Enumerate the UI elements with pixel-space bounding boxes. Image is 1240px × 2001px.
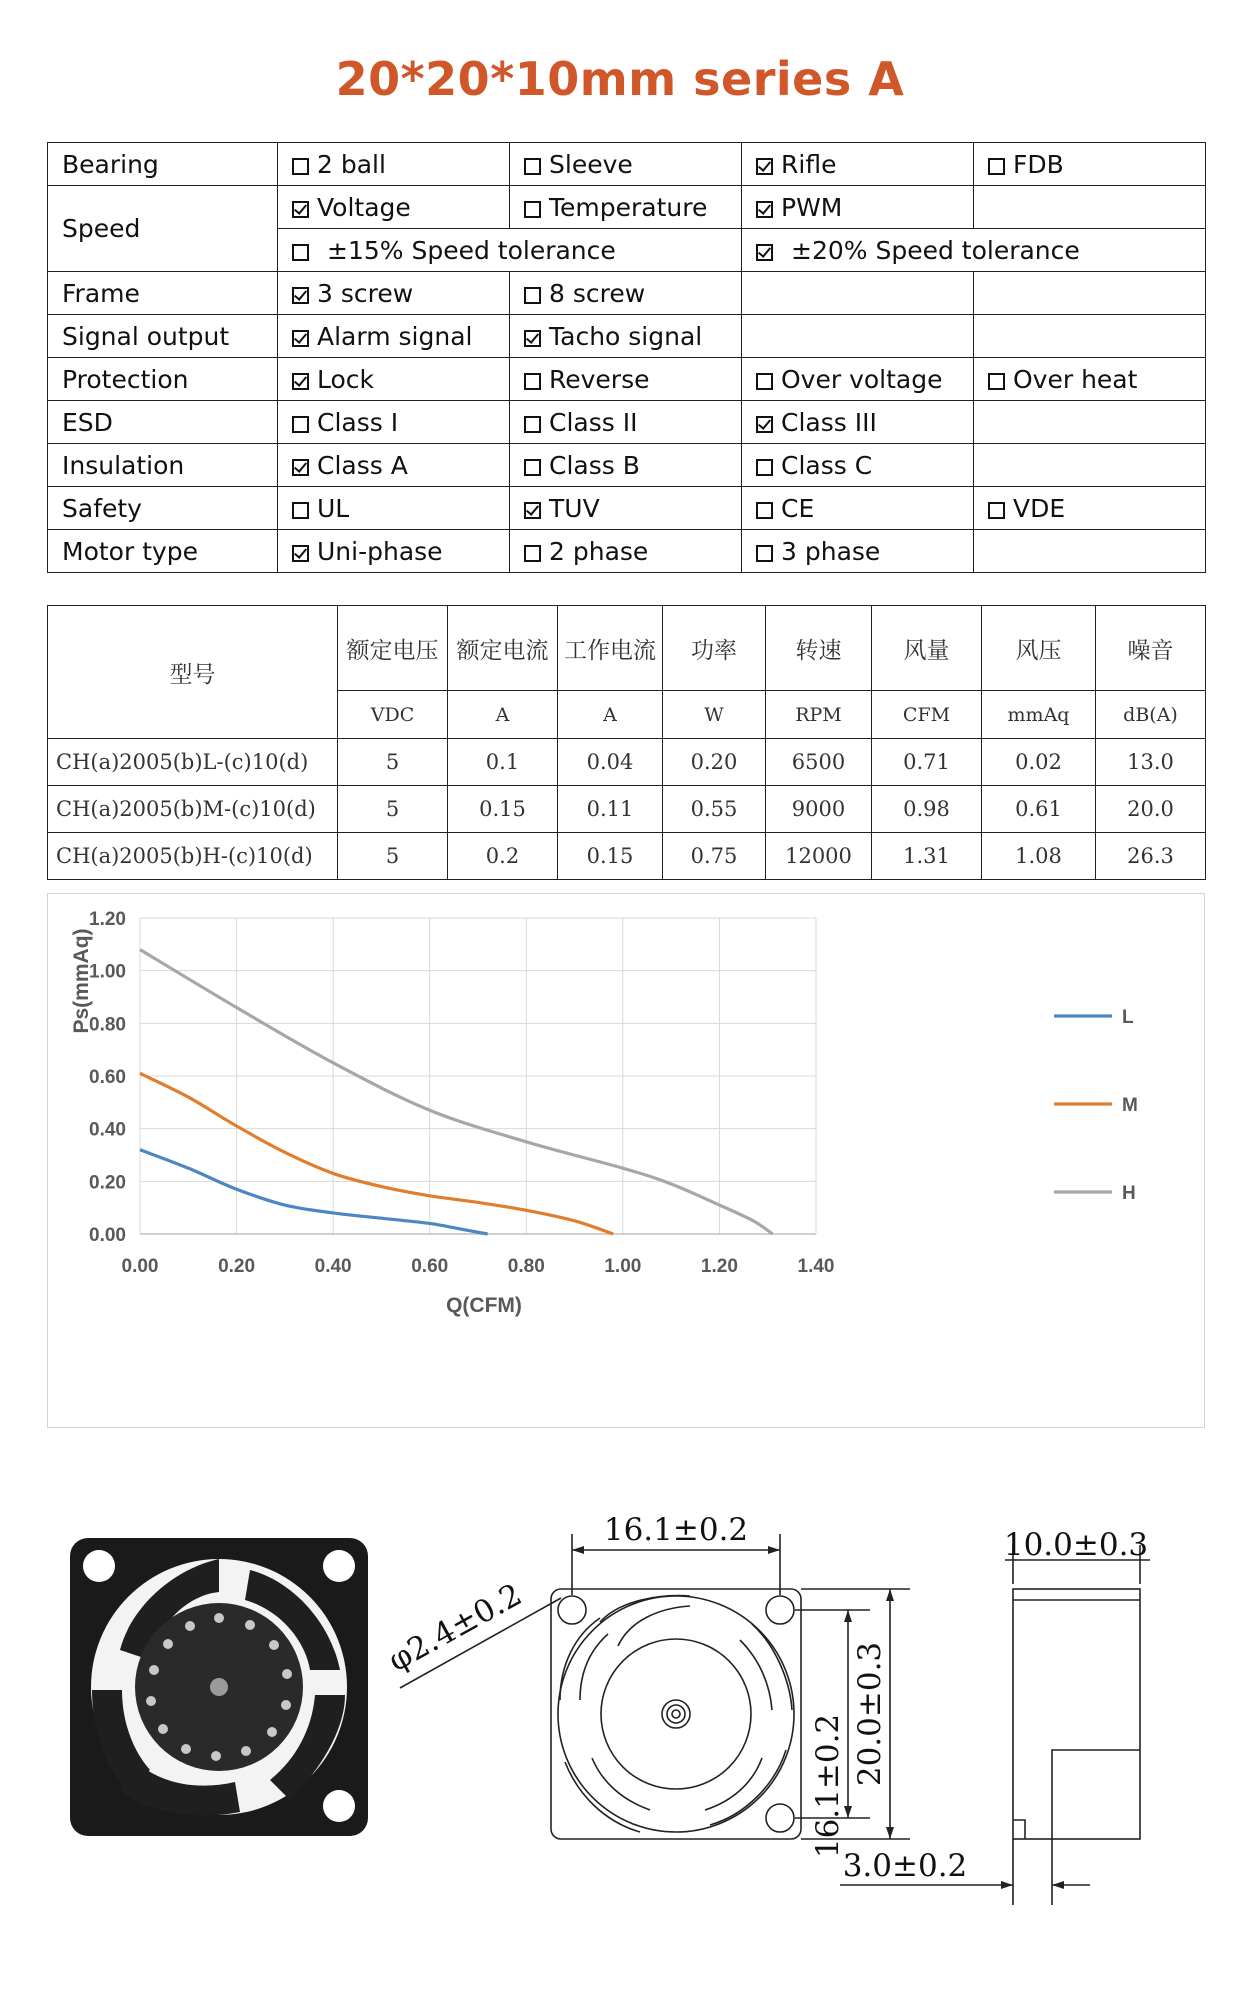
pq-chart: [47, 893, 1205, 1428]
spec-option-label: Class I: [317, 407, 399, 437]
spec-cell: [742, 401, 974, 444]
spec-label: Insulation: [48, 444, 278, 487]
spec-cell: [510, 272, 742, 315]
perf-unit: RPM: [766, 691, 872, 739]
value-cell: 0.2: [448, 833, 558, 880]
value-cell: 5: [338, 739, 448, 786]
table-row: [48, 739, 1206, 786]
value-cell: 26.3: [1096, 833, 1206, 880]
spec-cell: [510, 530, 742, 573]
table-row: [48, 786, 1206, 833]
checkbox-empty-icon: [524, 158, 541, 175]
performance-table: [47, 605, 1206, 880]
checkbox-empty-icon: [756, 373, 773, 390]
spec-row: [48, 530, 1206, 573]
checkbox-checked-icon: [756, 201, 773, 218]
value-cell: 9000: [766, 786, 872, 833]
value-cell: 12000: [766, 833, 872, 880]
spec-option-label: Class II: [549, 407, 638, 437]
dim-depth-label: 10.0±0.3: [1003, 1527, 1149, 1563]
spec-option-label: CE: [781, 493, 815, 523]
page-title: 20*20*10mm series A: [335, 52, 905, 106]
value-cell: 0.02: [982, 739, 1096, 786]
spec-cell: [974, 358, 1206, 401]
spec-option-label: Over voltage: [781, 364, 943, 394]
checkbox-empty-icon: [988, 502, 1005, 519]
perf-header: 风量: [872, 606, 982, 691]
spec-cell: [278, 444, 510, 487]
y-tick-label: 0.40: [89, 1119, 126, 1141]
spec-cell: [974, 272, 1206, 315]
spec-option-label: FDB: [1013, 149, 1064, 179]
value-cell: 0.20: [663, 739, 766, 786]
model-cell: CH(a)2005(b)L-(c)10(d): [48, 739, 338, 786]
checkbox-empty-icon: [524, 373, 541, 390]
spec-cell: [510, 143, 742, 186]
spec-cell: [510, 487, 742, 530]
spec-cell: [278, 401, 510, 444]
spec-cell: [742, 530, 974, 573]
spec-row: [48, 315, 1206, 358]
series-line-h: [140, 950, 773, 1234]
spec-cell: [742, 229, 1206, 272]
spec-option-label: Rifle: [781, 149, 837, 179]
checkbox-checked-icon: [292, 545, 309, 562]
spec-option-label: Class III: [781, 407, 877, 437]
spec-label: Safety: [48, 487, 278, 530]
dim-flange-label: 3.0±0.2: [842, 1848, 968, 1884]
dim-frame-label: 20.0±0.3: [852, 1641, 888, 1787]
table-row: [48, 833, 1206, 880]
perf-unit: W: [663, 691, 766, 739]
spec-option-label: Over heat: [1013, 364, 1138, 394]
checkbox-empty-icon: [524, 287, 541, 304]
spec-option-label: Temperature: [549, 192, 708, 222]
checkbox-empty-icon: [524, 416, 541, 433]
pq-chart-svg: [48, 894, 1206, 1429]
checkbox-checked-icon: [292, 287, 309, 304]
spec-label: ESD: [48, 401, 278, 444]
series-line-m: [140, 1073, 613, 1234]
model-cell: CH(a)2005(b)H-(c)10(d): [48, 833, 338, 880]
x-tick-label: 0.00: [121, 1256, 159, 1277]
spec-option-label: TUV: [549, 493, 600, 523]
checkbox-empty-icon: [292, 244, 309, 261]
spec-row: [48, 272, 1206, 315]
spec-option-label: Voltage: [317, 192, 411, 222]
dim-hole-label: φ2.4±0.2: [382, 1576, 528, 1679]
spec-cell: [278, 530, 510, 573]
value-cell: 0.11: [558, 786, 663, 833]
spec-row: [48, 487, 1206, 530]
value-cell: 5: [338, 786, 448, 833]
checkbox-empty-icon: [292, 158, 309, 175]
value-cell: 6500: [766, 739, 872, 786]
checkbox-checked-icon: [524, 502, 541, 519]
perf-unit: A: [448, 691, 558, 739]
series-line-l: [140, 1150, 488, 1234]
y-tick-label: 0.20: [89, 1172, 126, 1194]
spec-option-label: 2 phase: [549, 536, 649, 566]
x-tick-label: 1.20: [700, 1256, 738, 1277]
checkbox-empty-icon: [292, 416, 309, 433]
checkbox-checked-icon: [292, 373, 309, 390]
x-tick-label: 0.40: [314, 1256, 352, 1277]
spec-cell: [510, 444, 742, 487]
value-cell: 0.98: [872, 786, 982, 833]
perf-unit: dB(A): [1096, 691, 1206, 739]
spec-option-label: 8 screw: [549, 278, 646, 308]
y-tick-label: 1.00: [89, 961, 126, 983]
checkbox-checked-icon: [292, 459, 309, 476]
perf-header: 额定电流: [448, 606, 558, 691]
spec-cell: [742, 315, 974, 358]
spec-option-label: ±15% Speed tolerance: [327, 235, 616, 265]
value-cell: 0.15: [448, 786, 558, 833]
perf-unit: A: [558, 691, 663, 739]
perf-header: 功率: [663, 606, 766, 691]
value-cell: 5: [338, 833, 448, 880]
model-cell: CH(a)2005(b)M-(c)10(d): [48, 786, 338, 833]
x-tick-label: 0.60: [411, 1256, 449, 1277]
spec-cell: [510, 186, 742, 229]
y-tick-label: 0.60: [89, 1067, 126, 1088]
spec-cell: [510, 358, 742, 401]
dim-width-label: 16.1±0.2: [603, 1512, 749, 1548]
spec-cell: [742, 186, 974, 229]
spec-label: Signal output: [48, 315, 278, 358]
spec-cell: [974, 530, 1206, 573]
spec-cell: [278, 186, 510, 229]
checkbox-checked-icon: [756, 416, 773, 433]
checkbox-empty-icon: [756, 502, 773, 519]
spec-option-label: Class A: [317, 450, 408, 480]
spec-option-label: Tacho signal: [549, 321, 703, 351]
spec-label: Motor type: [48, 530, 278, 573]
spec-cell: [742, 487, 974, 530]
spec-cell: [974, 444, 1206, 487]
spec-table: [47, 142, 1206, 573]
value-cell: 0.71: [872, 739, 982, 786]
x-tick-label: 0.80: [507, 1256, 545, 1277]
spec-row: [48, 444, 1206, 487]
spec-cell: [974, 401, 1206, 444]
value-cell: 0.61: [982, 786, 1096, 833]
y-tick-label: 1.20: [89, 909, 126, 930]
fan-photo: [70, 1538, 368, 1836]
checkbox-checked-icon: [756, 244, 773, 261]
spec-cell: [974, 186, 1206, 229]
spec-cell: [278, 272, 510, 315]
spec-cell: [278, 487, 510, 530]
spec-cell: [974, 143, 1206, 186]
x-tick-label: 0.20: [218, 1256, 256, 1277]
value-cell: 13.0: [1096, 739, 1206, 786]
spec-row: [48, 401, 1206, 444]
y-tick-label: 0.80: [89, 1014, 126, 1036]
checkbox-empty-icon: [524, 459, 541, 476]
dim-hole-spacing-label: 16.1±0.2: [810, 1713, 846, 1859]
value-cell: 20.0: [1096, 786, 1206, 833]
perf-header: 转速: [766, 606, 872, 691]
spec-cell: [510, 315, 742, 358]
perf-unit: mmAq: [982, 691, 1096, 739]
checkbox-checked-icon: [524, 330, 541, 347]
spec-cell: [278, 358, 510, 401]
checkbox-empty-icon: [756, 459, 773, 476]
spec-row: [48, 186, 1206, 229]
spec-option-label: Class C: [781, 450, 873, 480]
spec-cell: [278, 143, 510, 186]
spec-label: Frame: [48, 272, 278, 315]
value-cell: 1.31: [872, 833, 982, 880]
legend-label-l: L: [1122, 1007, 1134, 1028]
perf-unit: CFM: [872, 691, 982, 739]
checkbox-checked-icon: [756, 158, 773, 175]
spec-option-label: ±20% Speed tolerance: [791, 235, 1080, 265]
spec-row: [48, 358, 1206, 401]
value-cell: 1.08: [982, 833, 1096, 880]
perf-header: 额定电压: [338, 606, 448, 691]
spec-option-label: VDE: [1013, 493, 1066, 523]
spec-option-label: UL: [317, 493, 350, 523]
x-tick-label: 1.00: [604, 1256, 642, 1277]
spec-cell: [742, 272, 974, 315]
checkbox-empty-icon: [524, 545, 541, 562]
checkbox-checked-icon: [292, 330, 309, 347]
checkbox-empty-icon: [988, 373, 1005, 390]
perf-header: 风压: [982, 606, 1096, 691]
value-cell: 0.55: [663, 786, 766, 833]
x-axis-label: Q(CFM): [446, 1294, 522, 1317]
spec-cell: [974, 487, 1206, 530]
checkbox-empty-icon: [292, 502, 309, 519]
spec-label: Speed: [48, 186, 278, 272]
perf-unit: VDC: [338, 691, 448, 739]
spec-cell: [278, 315, 510, 358]
spec-option-label: Reverse: [549, 364, 650, 394]
spec-cell: [742, 143, 974, 186]
legend-label-m: M: [1122, 1095, 1138, 1116]
value-cell: 0.15: [558, 833, 663, 880]
spec-option-label: 3 screw: [317, 278, 414, 308]
spec-option-label: PWM: [781, 192, 843, 222]
legend-label-h: H: [1122, 1183, 1136, 1204]
mechanical-drawings: [0, 1500, 1240, 1920]
checkbox-empty-icon: [524, 201, 541, 218]
spec-cell: [278, 229, 742, 272]
spec-cell: [742, 444, 974, 487]
checkbox-checked-icon: [292, 201, 309, 218]
perf-header: 工作电流: [558, 606, 663, 691]
spec-cell: [510, 401, 742, 444]
spec-cell: [974, 315, 1206, 358]
spec-cell: [742, 358, 974, 401]
spec-option-label: 3 phase: [781, 536, 881, 566]
x-tick-label: 1.40: [797, 1256, 835, 1277]
spec-option-label: Alarm signal: [317, 321, 473, 351]
spec-option-label: 2 ball: [317, 149, 386, 179]
spec-label: Bearing: [48, 143, 278, 186]
spec-row: [48, 143, 1206, 186]
spec-label: Protection: [48, 358, 278, 401]
spec-option-label: Lock: [317, 364, 375, 394]
value-cell: 0.04: [558, 739, 663, 786]
value-cell: 0.1: [448, 739, 558, 786]
spec-option-label: Class B: [549, 450, 640, 480]
perf-header: 噪音: [1096, 606, 1206, 691]
y-tick-label: 0.00: [89, 1225, 126, 1246]
spec-option-label: Sleeve: [549, 149, 633, 179]
model-header: 型号: [48, 606, 338, 739]
y-axis-label: Ps(mmAq): [70, 928, 93, 1034]
spec-option-label: Uni-phase: [317, 536, 443, 566]
value-cell: 0.75: [663, 833, 766, 880]
checkbox-empty-icon: [988, 158, 1005, 175]
checkbox-empty-icon: [756, 545, 773, 562]
